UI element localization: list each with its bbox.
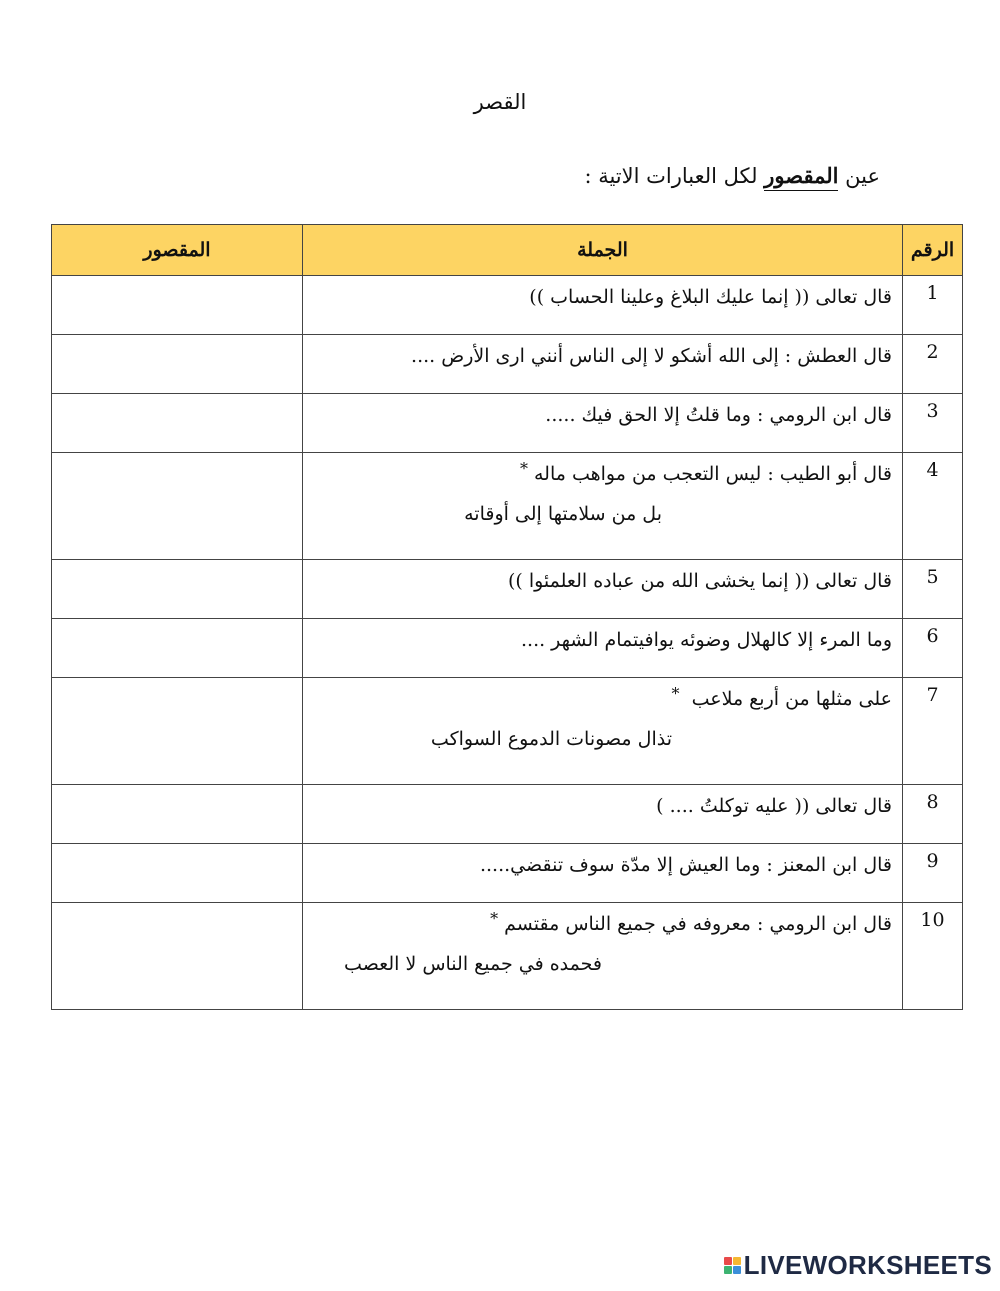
header-number: الرقم [903,225,963,276]
row-sentence [303,844,903,903]
logo-square [733,1257,741,1265]
row-number: 1 [903,276,963,335]
verse-first-half: قال أبو الطيب : ليس التعجب من مواهب ماله [534,463,892,485]
logo-square [733,1266,741,1274]
row-number: 8 [903,785,963,844]
instruction-keyword: المقصور [764,163,838,191]
sentence-line: قال ابن المعنز : وما العيش إلا مدّة سوف تنقضي..... [479,854,892,876]
table-row [52,394,963,453]
logo-square [724,1257,732,1265]
row-number: 10 [903,903,963,1010]
verse-star: * [519,459,528,478]
header-sentence: الجملة [303,225,903,276]
table-header-row [52,225,963,276]
row-sentence [303,453,903,560]
row-sentence [303,903,903,1010]
row-sentence [303,335,903,394]
row-number: 9 [903,844,963,903]
table-row [52,844,963,903]
answer-cell[interactable] [52,335,303,394]
answer-cell[interactable] [52,619,303,678]
table-row [52,619,963,678]
sentence-line [313,459,892,485]
verse-star: * [671,684,680,703]
sentence-line: قال العطش : إلى الله أشكو لا إلى الناس أنني ارى الأرض .... [411,345,892,367]
verse-second-half: تذال مصونات الدموع السواكب [430,728,672,750]
table-row [52,276,963,335]
answer-cell[interactable] [52,276,303,335]
verse-star: * [490,909,499,928]
instruction-suffix: لكل العبارات الاتية : [584,164,758,188]
answer-cell[interactable] [52,785,303,844]
table-row [52,903,963,1010]
row-number: 2 [903,335,963,394]
header-answer: المقصور [52,225,303,276]
row-number: 7 [903,678,963,785]
row-sentence [303,619,903,678]
row-number: 4 [903,453,963,560]
page-title: القصر [473,90,527,114]
sentence-line: وما المرء إلا كالهلال وضوئه يوافيتمام الشهر .... [520,629,892,651]
row-sentence [303,394,903,453]
row-number: 3 [903,394,963,453]
verse-second-half: فحمده في جميع الناس لا العصب [344,953,602,975]
instruction [584,163,880,188]
table-row [52,453,963,560]
answer-cell[interactable] [52,394,303,453]
table-row [52,560,963,619]
sentence-line: قال تعالى (( عليه توكلتُ .... ) [656,795,892,817]
logo-square [724,1266,732,1274]
answer-cell[interactable] [52,903,303,1010]
exercise-table [51,224,963,1010]
row-sentence [303,678,903,785]
sentence-line [313,909,892,935]
answer-cell[interactable] [52,844,303,903]
liveworksheets-logo [724,1251,992,1279]
answer-cell[interactable] [52,453,303,560]
row-sentence [303,785,903,844]
sentence-line: قال تعالى (( إنما يخشى الله من عباده العلمئوا )) [507,570,892,592]
row-sentence [303,276,903,335]
sentence-line [313,684,892,710]
verse-second-half: بل من سلامتها إلى أوقاته [464,503,662,525]
instruction-prefix: عين [845,164,880,188]
row-sentence [303,560,903,619]
sentence-line: قال ابن الرومي : وما قلتُ إلا الحق فيك ..... [545,404,892,426]
logo-text: LIVEWORKSHEETS [743,1249,992,1280]
table-row [52,335,963,394]
row-number: 5 [903,560,963,619]
answer-cell[interactable] [52,560,303,619]
answer-cell[interactable] [52,678,303,785]
verse-first-half: على مثلها من أربع ملاعب [691,688,892,710]
table-row [52,678,963,785]
row-number: 6 [903,619,963,678]
verse-first-half: قال ابن الرومي : معروفه في جميع الناس مقتسم [504,913,892,935]
sentence-line: قال تعالى (( إنما عليك البلاغ وعلينا الحساب )) [529,286,892,308]
table-row [52,785,963,844]
logo-mark-icon [724,1257,741,1274]
